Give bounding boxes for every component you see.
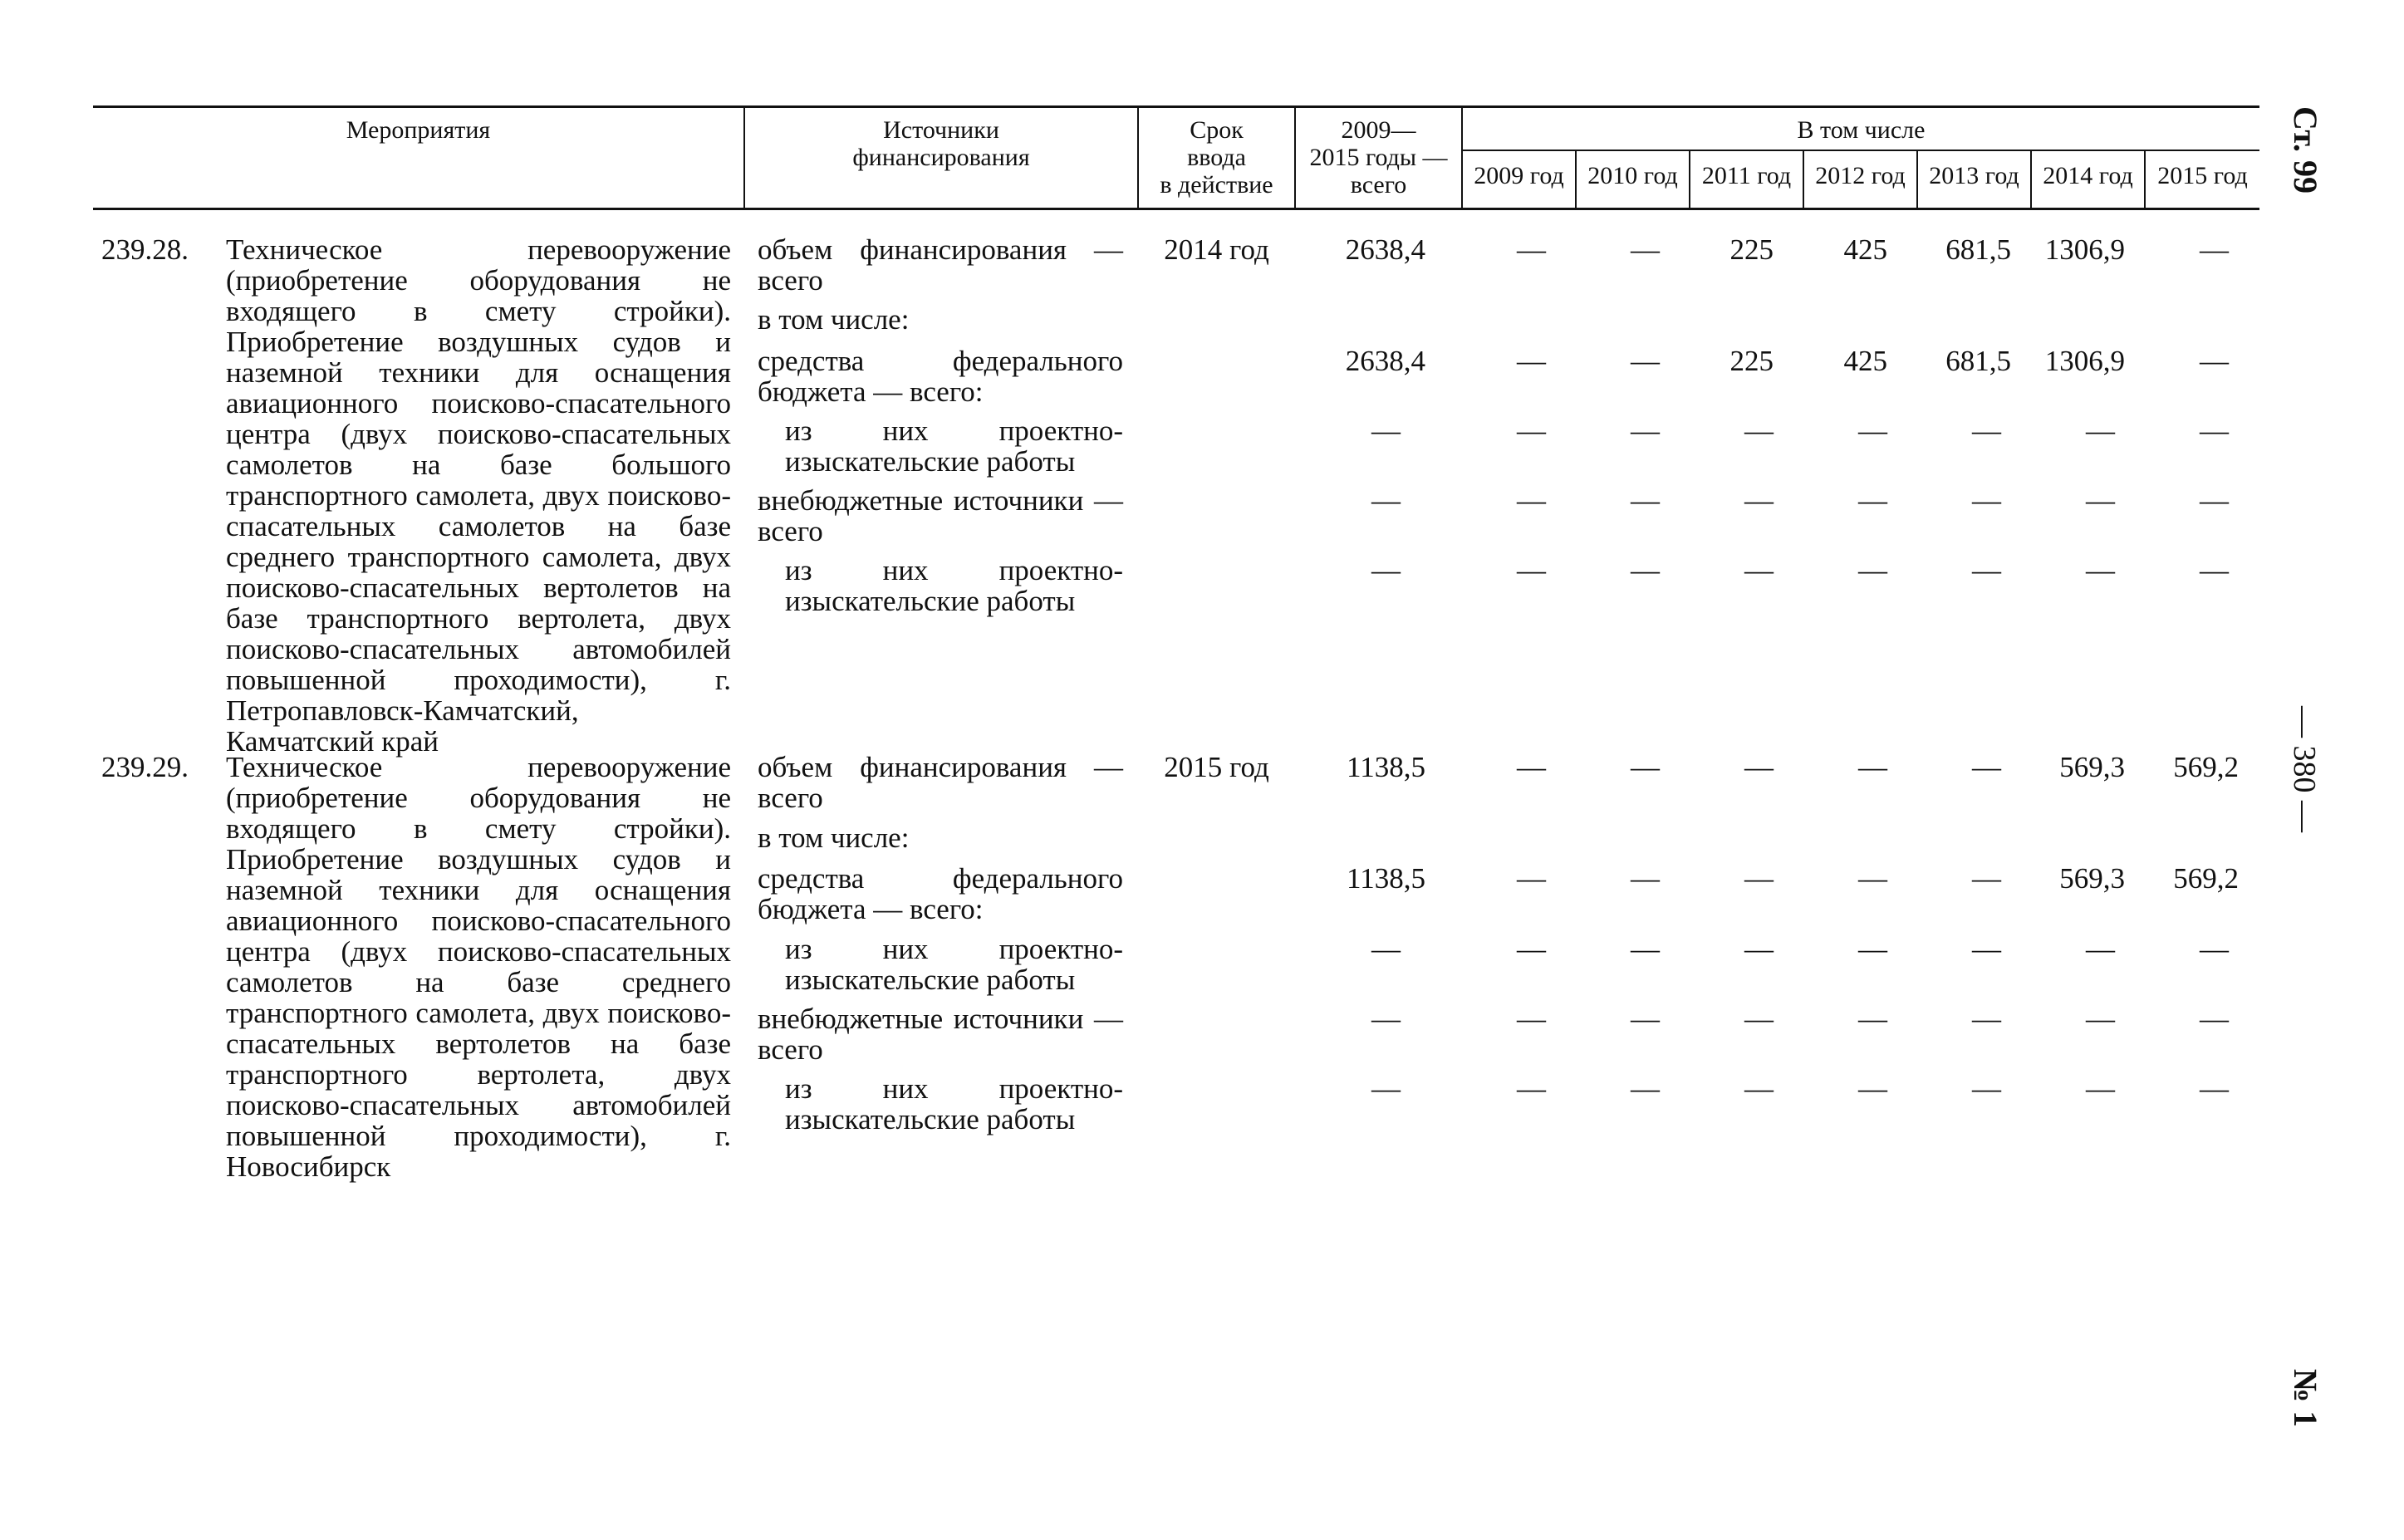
year-value: —: [2200, 1072, 2229, 1105]
year-value: —: [2086, 1003, 2115, 1035]
year-value: —: [1631, 345, 1660, 377]
row-term: 2014 год: [1164, 233, 1269, 266]
row-description: Техническое перевооружение (приобретение оборудования не входящего в смету стройки). Приобретение воздушных судов и наземной техники для оснащения авиационного поисково-спасательного центра (двух поисково-спасательных самолетов на базе большого транспортного самолета, двух поисково-спасательных самолетов на базе среднего транспортного самолета, двух поисково-спасательных вертолетов на базе транспортного вертолета, двух поисково-спасательных автомобилей повышенной проходимости), г. Петропавловск-Камчатский, Камчатский край: [226, 233, 731, 758]
year-value: —: [1972, 751, 2001, 783]
year-value: —: [2200, 933, 2229, 965]
year-value: 425: [1843, 233, 1887, 266]
year-value: —: [1744, 414, 1774, 447]
header-total-line: всего: [1350, 171, 1407, 199]
year-value: 569,2: [2173, 862, 2239, 895]
year-value: —: [2200, 1003, 2229, 1035]
year-value: —: [1631, 554, 1660, 586]
year-value: —: [1631, 751, 1660, 783]
header-year: 2011 год: [1701, 162, 1792, 189]
header-year: 2013 год: [1929, 162, 2019, 189]
year-value: —: [1744, 751, 1774, 783]
header-year: 2014 год: [2043, 162, 2133, 189]
year-value: —: [1972, 862, 2001, 895]
year-value: —: [1858, 554, 1887, 586]
source-total: 2638,4: [1345, 233, 1425, 266]
header-term-line: в действие: [1160, 171, 1273, 199]
year-value: —: [2200, 345, 2229, 377]
row-number: 239.29.: [101, 751, 189, 783]
year-value: —: [1631, 414, 1660, 447]
year-value: 1306,9: [2044, 345, 2125, 377]
year-value: —: [1972, 554, 2001, 586]
year-value: —: [1972, 414, 2001, 447]
year-value: —: [1517, 1003, 1546, 1035]
year-value: —: [2086, 414, 2115, 447]
header-term: [1139, 116, 1294, 199]
year-value: —: [1744, 1003, 1774, 1035]
year-value: 1306,9: [2044, 233, 2125, 266]
header-total: [1296, 116, 1461, 199]
side-page-number: — 380 —: [2287, 706, 2322, 832]
year-value: —: [1631, 862, 1660, 895]
year-value: —: [1517, 862, 1546, 895]
year-value: 681,5: [1945, 233, 2011, 266]
year-value: 225: [1729, 233, 1774, 266]
row-term: 2015 год: [1164, 751, 1269, 783]
year-value: —: [1517, 933, 1546, 965]
year-value: —: [1631, 1072, 1660, 1105]
header-year: 2012 год: [1815, 162, 1906, 189]
year-value: 569,3: [2059, 751, 2125, 783]
year-value: —: [1744, 862, 1774, 895]
side-issue-label: № 1: [2287, 1369, 2324, 1428]
source-label: в том числе:: [758, 821, 910, 854]
header-term-line: ввода: [1187, 144, 1246, 171]
source-total: —: [1371, 414, 1401, 447]
side-page-label: Ст. 99: [2287, 106, 2324, 194]
year-value: —: [1858, 1003, 1887, 1035]
source-label: внебюджетные источники — всего: [758, 1003, 1123, 1066]
header-measures: Мероприятия: [346, 116, 491, 144]
year-value: —: [1517, 414, 1546, 447]
source-total: 1138,5: [1347, 751, 1425, 783]
header-total-line: 2015 годы —: [1309, 144, 1448, 171]
row-number: 239.28.: [101, 233, 189, 266]
year-value: 425: [1843, 345, 1887, 377]
year-value: 569,2: [2173, 751, 2239, 783]
year-value: —: [1517, 345, 1546, 377]
header-sources: [745, 116, 1137, 171]
source-label: из них проектно-изыскательские работы: [785, 554, 1123, 617]
year-value: —: [2086, 554, 2115, 586]
source-label: из них проектно-изыскательские работы: [785, 933, 1123, 996]
header-year: 2009 год: [1474, 162, 1564, 189]
year-value: —: [1858, 751, 1887, 783]
year-value: —: [1517, 751, 1546, 783]
header-bottom-rule: [93, 208, 2259, 210]
header-year-rule: [1461, 150, 2259, 151]
year-value: 569,3: [2059, 862, 2125, 895]
header-sources-line: Источники: [883, 116, 999, 144]
year-value: 225: [1729, 345, 1774, 377]
source-total: —: [1371, 484, 1401, 517]
header-term-line: Срок: [1190, 116, 1244, 144]
year-value: —: [1517, 484, 1546, 517]
header-including: В том числе: [1797, 116, 1926, 144]
source-label: внебюджетные источники — всего: [758, 484, 1123, 547]
source-total: —: [1371, 933, 1401, 965]
year-value: —: [1631, 933, 1660, 965]
year-value: —: [1744, 1072, 1774, 1105]
year-value: —: [2200, 554, 2229, 586]
source-total: —: [1371, 554, 1401, 586]
year-value: —: [2086, 484, 2115, 517]
source-label: из них проектно-изыскательские работы: [785, 1072, 1123, 1135]
header-total-line: 2009—: [1341, 116, 1416, 144]
year-value: —: [2200, 484, 2229, 517]
header-sources-line: финансирования: [852, 144, 1030, 171]
year-value: —: [1972, 1072, 2001, 1105]
year-value: —: [2200, 233, 2229, 266]
year-value: —: [1631, 1003, 1660, 1035]
year-value: —: [1631, 233, 1660, 266]
source-total: —: [1371, 1072, 1401, 1105]
source-total: 1138,5: [1347, 862, 1425, 895]
year-value: —: [1744, 554, 1774, 586]
year-value: —: [1517, 1072, 1546, 1105]
year-value: —: [1972, 1003, 2001, 1035]
source-label: объем финансирования — всего: [758, 233, 1123, 297]
source-label: объем финансирования — всего: [758, 751, 1123, 814]
source-total: —: [1371, 1003, 1401, 1035]
header-top-rule: [93, 105, 2259, 108]
row-description: Техническое перевооружение (приобретение оборудования не входящего в смету стройки). Приобретение воздушных судов и наземной техники для оснащения авиационного поисково-спасательного центра (двух поисково-спасательных самолетов на базе среднего транспортного самолета, двух поисково-спасательных вертолетов на базе транспортного вертолета, двух поисково-спасательных автомобилей повышенной проходимости), г. Новосибирск: [226, 751, 731, 1183]
year-value: —: [1972, 933, 2001, 965]
source-label: средства федерального бюджета — всего:: [758, 345, 1123, 408]
source-label: средства федерального бюджета — всего:: [758, 862, 1123, 925]
year-value: —: [1858, 1072, 1887, 1105]
year-value: —: [1858, 484, 1887, 517]
source-total: 2638,4: [1345, 345, 1425, 377]
year-value: —: [1744, 933, 1774, 965]
year-value: —: [1631, 484, 1660, 517]
year-value: —: [2086, 933, 2115, 965]
year-value: —: [1858, 933, 1887, 965]
year-value: —: [1858, 862, 1887, 895]
year-value: —: [2086, 1072, 2115, 1105]
year-value: —: [1972, 484, 2001, 517]
year-value: 681,5: [1945, 345, 2011, 377]
source-label: в том числе:: [758, 303, 910, 336]
year-value: —: [2200, 414, 2229, 447]
header-year: 2010 год: [1587, 162, 1678, 189]
source-label: из них проектно-изыскательские работы: [785, 414, 1123, 478]
year-value: —: [1517, 554, 1546, 586]
header-year: 2015 год: [2157, 162, 2248, 189]
year-value: —: [1744, 484, 1774, 517]
year-value: —: [1858, 414, 1887, 447]
year-value: —: [1517, 233, 1546, 266]
